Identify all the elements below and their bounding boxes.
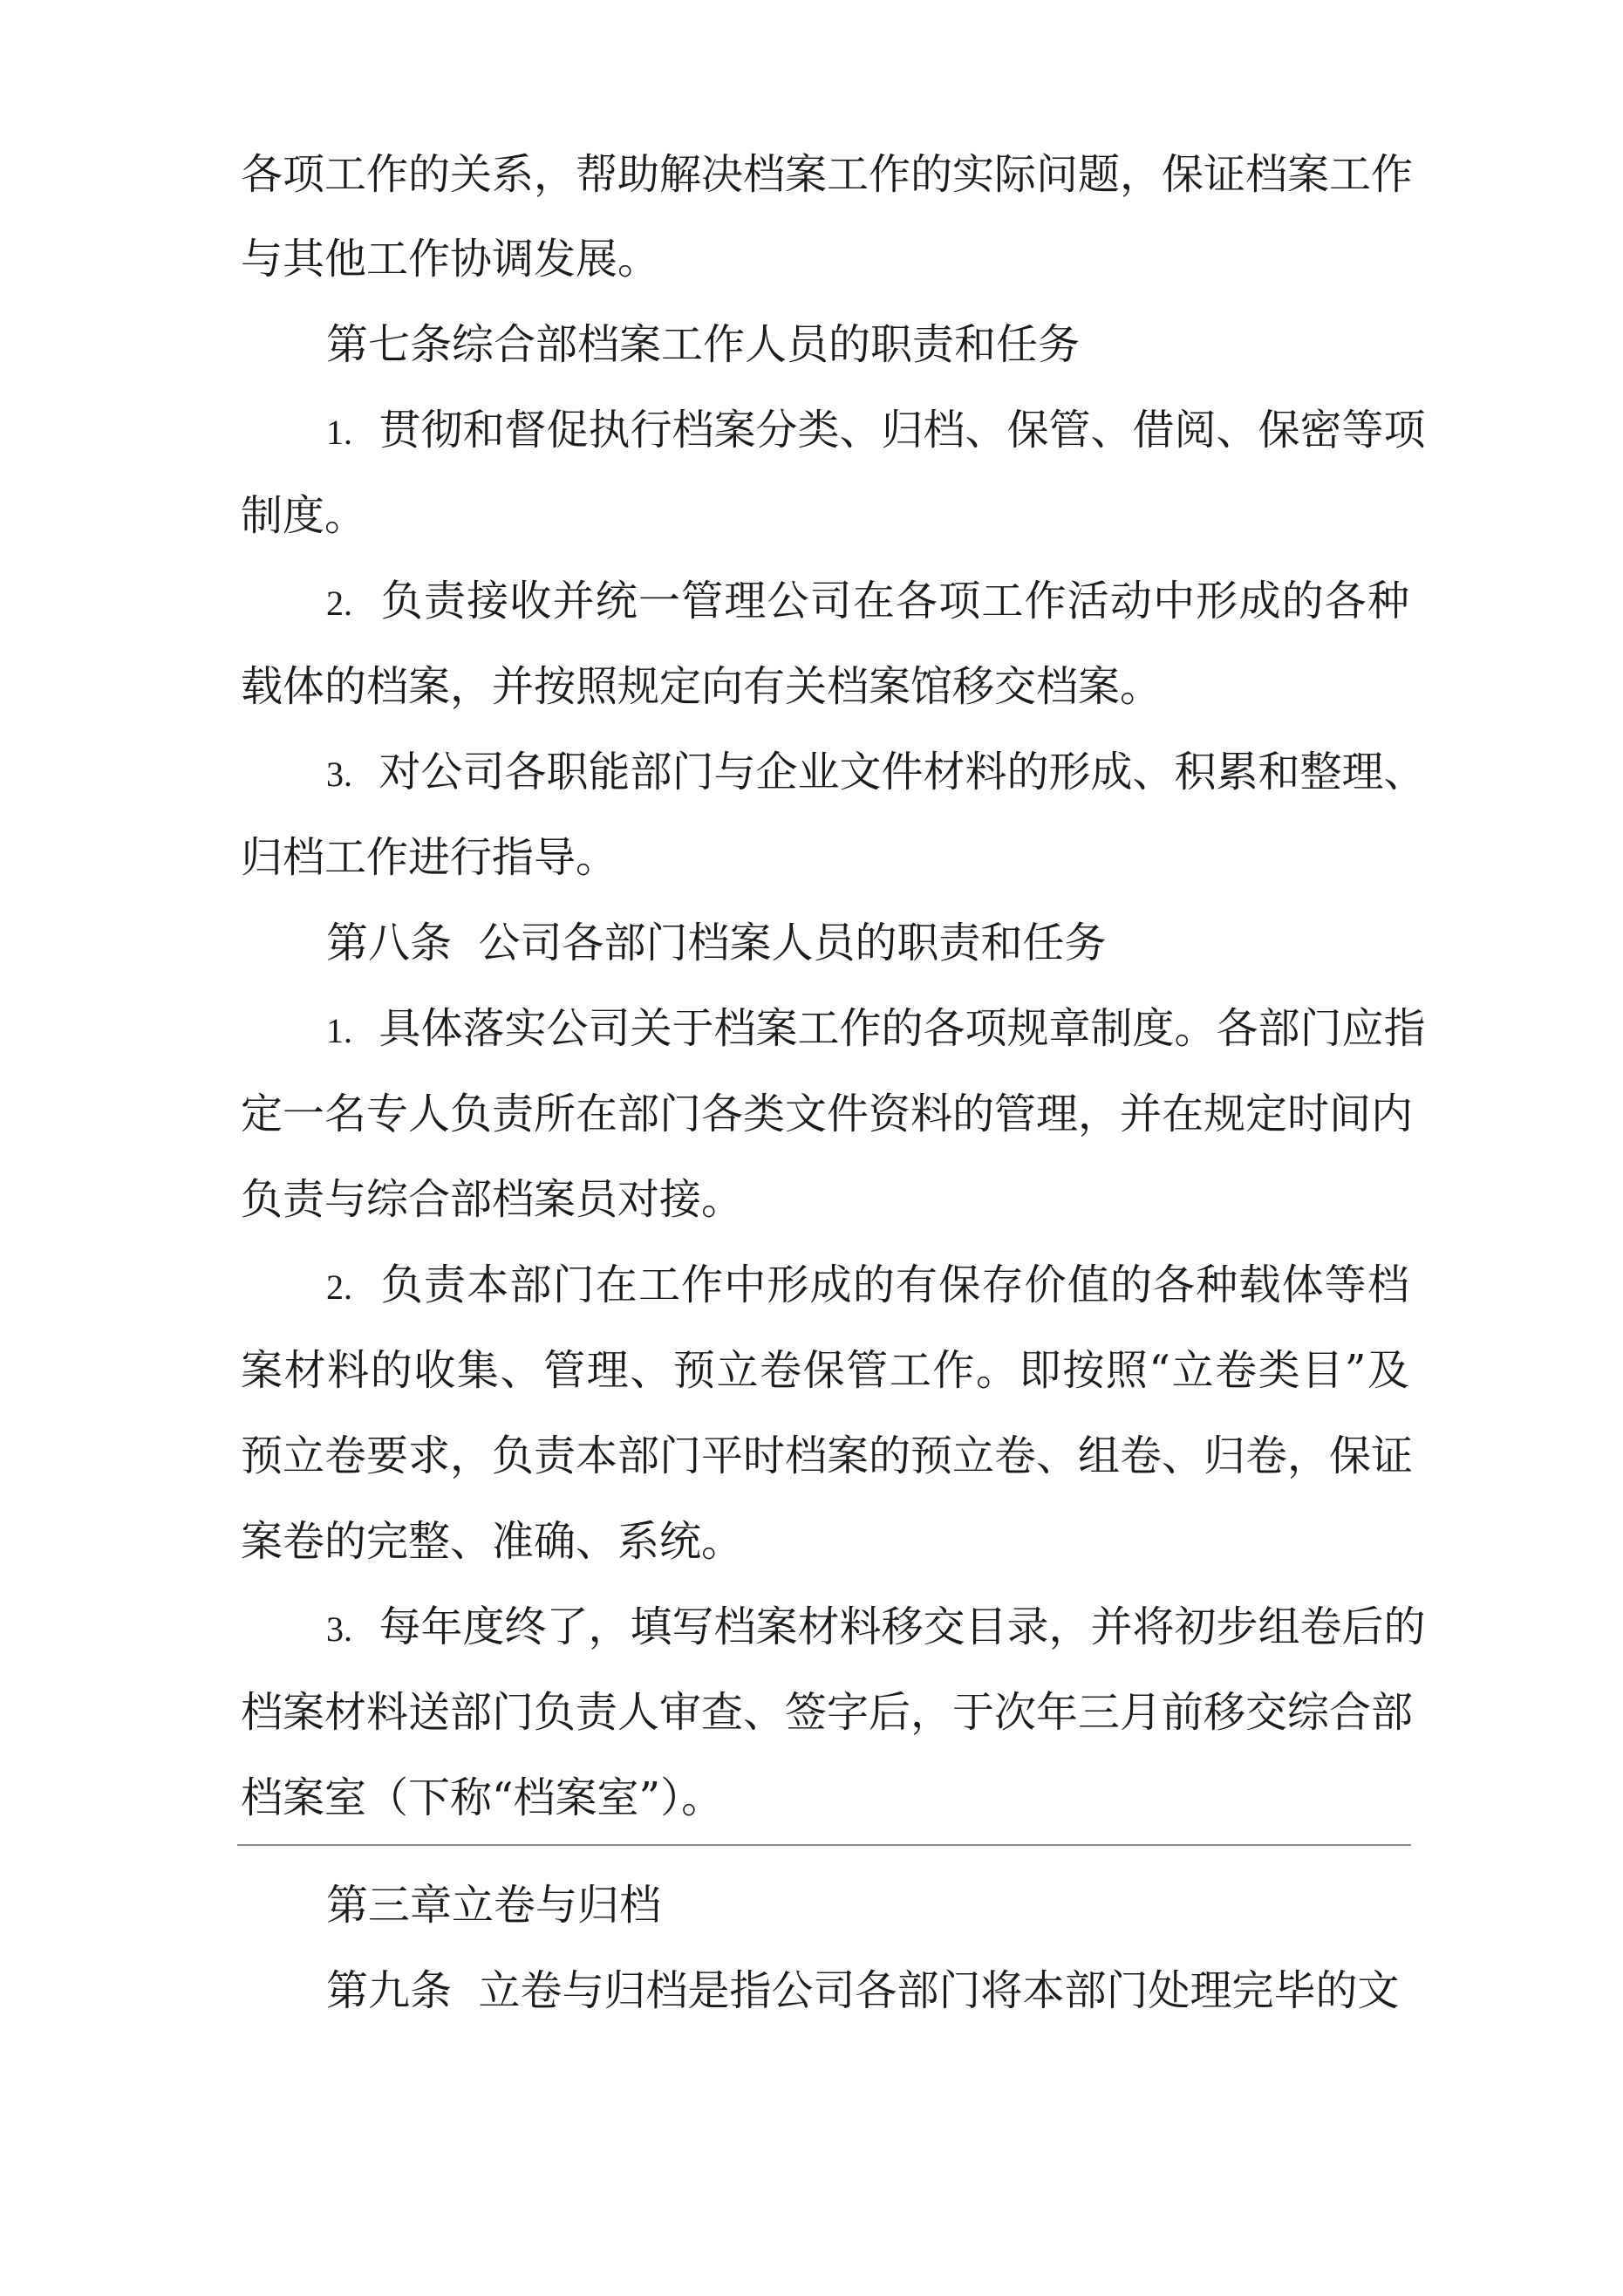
body-text-line: 档案室（下称“档案室”）。 [241,1773,724,1822]
body-text-line: 与其他工作协调发展。 [241,235,660,284]
list-item-text: 对公司各职能部门与企业文件材料的形成、积累和整理、 [378,748,1426,796]
list-item-first-line [326,987,1426,1073]
body-text-line: 定一名专人负责所在部门各类文件资料的管理，并在规定时间内 [241,1090,1414,1138]
list-number: 1. [326,413,352,452]
article-heading: 第九条 立卷与归档是指公司各部门将本部门处理完毕的文 [326,1966,1400,2015]
list-number: 1. [326,1011,352,1050]
list-item-text: 贯彻和督促执行档案分类、归档、保管、借阅、保密等项 [378,406,1426,454]
body-text-line: 归档工作进行指导。 [241,833,618,882]
body-text-line: 预立卷要求，负责本部门平时档案的预立卷、组卷、归卷，保证 [241,1432,1414,1480]
body-text-line: 档案材料送部门负责人审查、签字后，于次年三月前移交综合部 [241,1688,1414,1737]
list-number: 2. [326,584,352,623]
list-item-first-line [326,1585,1426,1671]
chapter-heading: 第三章立卷与归档 [326,1881,662,1930]
list-item-first-line [326,730,1426,817]
list-item-first-line [326,559,1409,646]
list-item-text: 负责本部门在工作中形成的有保存价值的各种载体等档 [380,1261,1409,1309]
article-heading: 第八条 公司各部门档案人员的职责和任务 [326,919,1107,967]
list-number: 3. [326,1609,352,1649]
body-text-line: 载体的档案，并按照规定向有关档案馆移交档案。 [241,662,1163,711]
page-separator-rule [237,1844,1411,1846]
list-item-text: 具体落实公司关于档案工作的各项规章制度。各部门应指 [378,1004,1426,1053]
list-item-first-line [326,388,1426,475]
list-number: 2. [326,1268,352,1307]
body-text-line: 负责与综合部档案员对接。 [241,1175,744,1224]
body-text-line: 案卷的完整、准确、系统。 [241,1517,744,1566]
body-text-line: 制度。 [241,491,367,540]
body-text-line: 各项工作的关系，帮助解决档案工作的实际问题，保证档案工作 [241,150,1414,199]
list-item-first-line [326,1243,1409,1329]
list-number: 3. [326,755,352,794]
list-item-text: 每年度终了，填写档案材料移交目录，并将初步组卷后的 [378,1602,1426,1651]
list-item-text: 负责接收并统一管理公司在各项工作活动中形成的各种 [380,577,1409,625]
body-text-line: 案材料的收集、管理、预立卷保管工作。即按照“立卷类目”及 [241,1346,1409,1395]
article-heading: 第七条综合部档案工作人员的职责和任务 [326,320,1081,369]
